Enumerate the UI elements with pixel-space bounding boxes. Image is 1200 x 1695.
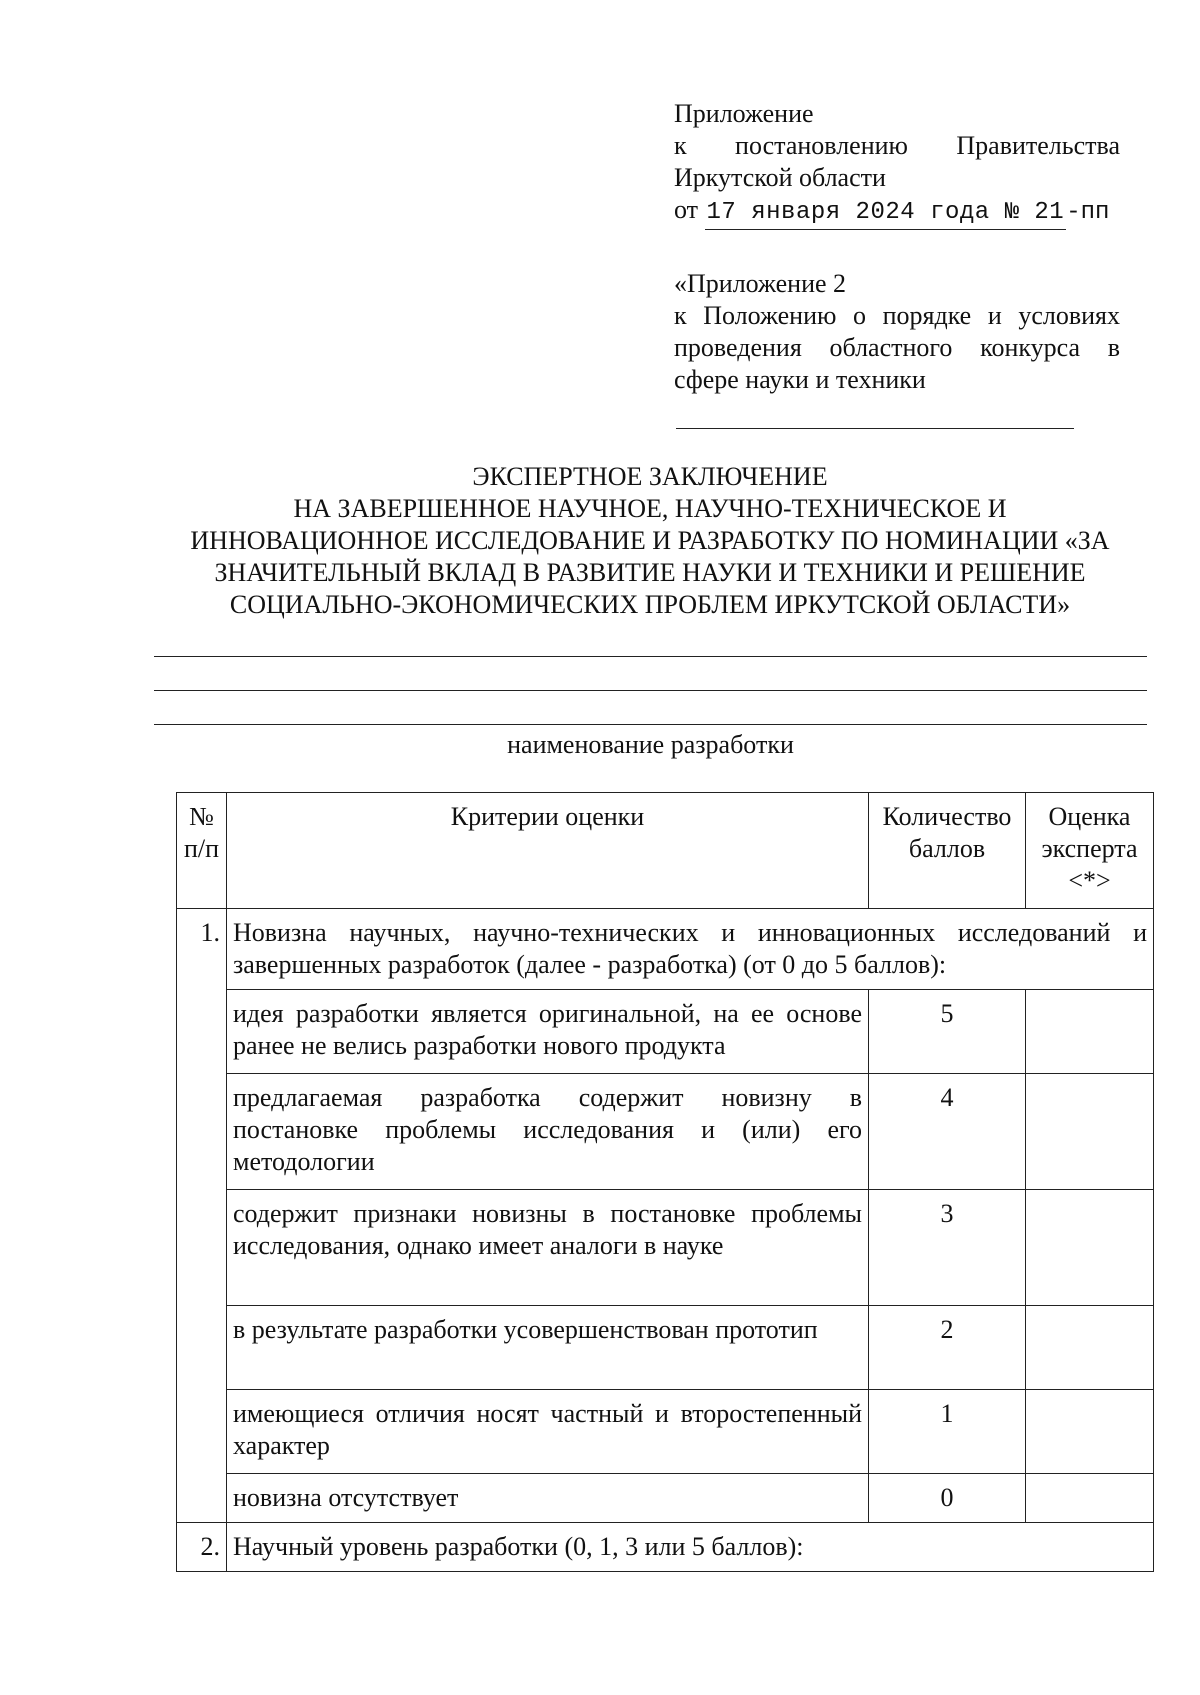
blank-line-3 [154, 724, 1147, 725]
criterion-text: новизна отсутствует [227, 1474, 869, 1523]
title-line-1: ЭКСПЕРТНОЕ ЗАКЛЮЧЕНИЕ [472, 462, 828, 491]
section-1-num: 1. [177, 909, 227, 1523]
header2-line-2: к Положению о порядке и условиях [674, 301, 1120, 330]
title-line-3: ИННОВАЦИОННОЕ ИССЛЕДОВАНИЕ И РАЗРАБОТКУ ПО НОМИНАЦИИ «ЗА [190, 526, 1110, 555]
expert-score-cell[interactable] [1026, 1390, 1154, 1474]
table-row [177, 1074, 1154, 1190]
expert-score-cell[interactable] [1026, 990, 1154, 1074]
section-2-title: Научный уровень разработки (0, 1, 3 или 5 баллов): [227, 1523, 1154, 1572]
evaluation-table [176, 792, 1154, 1572]
date-prefix: от [674, 195, 699, 224]
criterion-text: содержит признаки новизны в постановке проблемы исследования, однако имеет аналоги в науке [227, 1190, 869, 1306]
header-expert: Оценка эксперта <*> [1026, 793, 1154, 909]
attachment-header [674, 98, 1120, 230]
expert-score-cell[interactable] [1026, 1474, 1154, 1523]
header2-line-1: «Приложение 2 [674, 269, 847, 298]
header-date-line [674, 194, 1120, 230]
header-line-2: к постановлению Правительства [674, 131, 1120, 160]
section-1-title: Новизна научных, научно-технических и инновационных исследований и завершенных разработок (далее - разработка) (от 0 до 5 баллов): [227, 909, 1154, 990]
header-line-1: Приложение [674, 99, 814, 128]
header-criteria: Критерии оценки [227, 793, 869, 909]
blank-line-1 [154, 656, 1147, 657]
criterion-points: 3 [869, 1190, 1026, 1306]
table-row [177, 1390, 1154, 1474]
header-underline [676, 428, 1074, 429]
criterion-points: 4 [869, 1074, 1026, 1190]
expert-score-cell[interactable] [1026, 1074, 1154, 1190]
section-2-num: 2. [177, 1523, 227, 1572]
title-line-5: СОЦИАЛЬНО-ЭКОНОМИЧЕСКИХ ПРОБЛЕМ ИРКУТСКОЙ ОБЛАСТИ» [229, 590, 1071, 619]
criterion-points: 2 [869, 1306, 1026, 1390]
title-line-2: НА ЗАВЕРШЕННОЕ НАУЧНОЕ, НАУЧНО-ТЕХНИЧЕСКОЕ И [293, 494, 1007, 523]
criterion-points: 5 [869, 990, 1026, 1074]
document-title [120, 461, 1180, 621]
criterion-points: 1 [869, 1390, 1026, 1474]
header2-line-3: проведения областного конкурса в [674, 333, 1120, 362]
table-row [177, 1474, 1154, 1523]
criterion-text: идея разработки является оригинальной, на ее основе ранее не велись разработки нового продукта [227, 990, 869, 1074]
development-name-caption: наименование разработки [507, 730, 794, 759]
table-row [177, 990, 1154, 1074]
date-value: 17 января 2024 года № 21 [705, 197, 1067, 230]
expert-score-cell[interactable] [1026, 1190, 1154, 1306]
blank-line-2 [154, 690, 1147, 691]
criterion-points: 0 [869, 1474, 1026, 1523]
attachment-2-header [674, 268, 1120, 396]
title-line-4: ЗНАЧИТЕЛЬНЫЙ ВКЛАД В РАЗВИТИЕ НАУКИ И ТЕХНИКИ И РЕШЕНИЕ [214, 558, 1086, 587]
table-row [177, 1190, 1154, 1306]
header-num: № п/п [177, 793, 227, 909]
header2-line-4: сфере науки и техники [674, 365, 926, 394]
table-row [177, 1306, 1154, 1390]
table-header-row [177, 793, 1154, 909]
header-line-3: Иркутской области [674, 163, 886, 192]
date-suffix: -пп [1066, 199, 1110, 226]
header-points: Количество баллов [869, 793, 1026, 909]
section-2-row [177, 1523, 1154, 1572]
criterion-text: предлагаемая разработка содержит новизну в постановке проблемы исследования и (или) его методологии [227, 1074, 869, 1190]
criterion-text: имеющиеся отличия носят частный и второстепенный характер [227, 1390, 869, 1474]
expert-score-cell[interactable] [1026, 1306, 1154, 1390]
criterion-text: в результате разработки усовершенствован прототип [227, 1306, 869, 1390]
section-1-row [177, 909, 1154, 990]
